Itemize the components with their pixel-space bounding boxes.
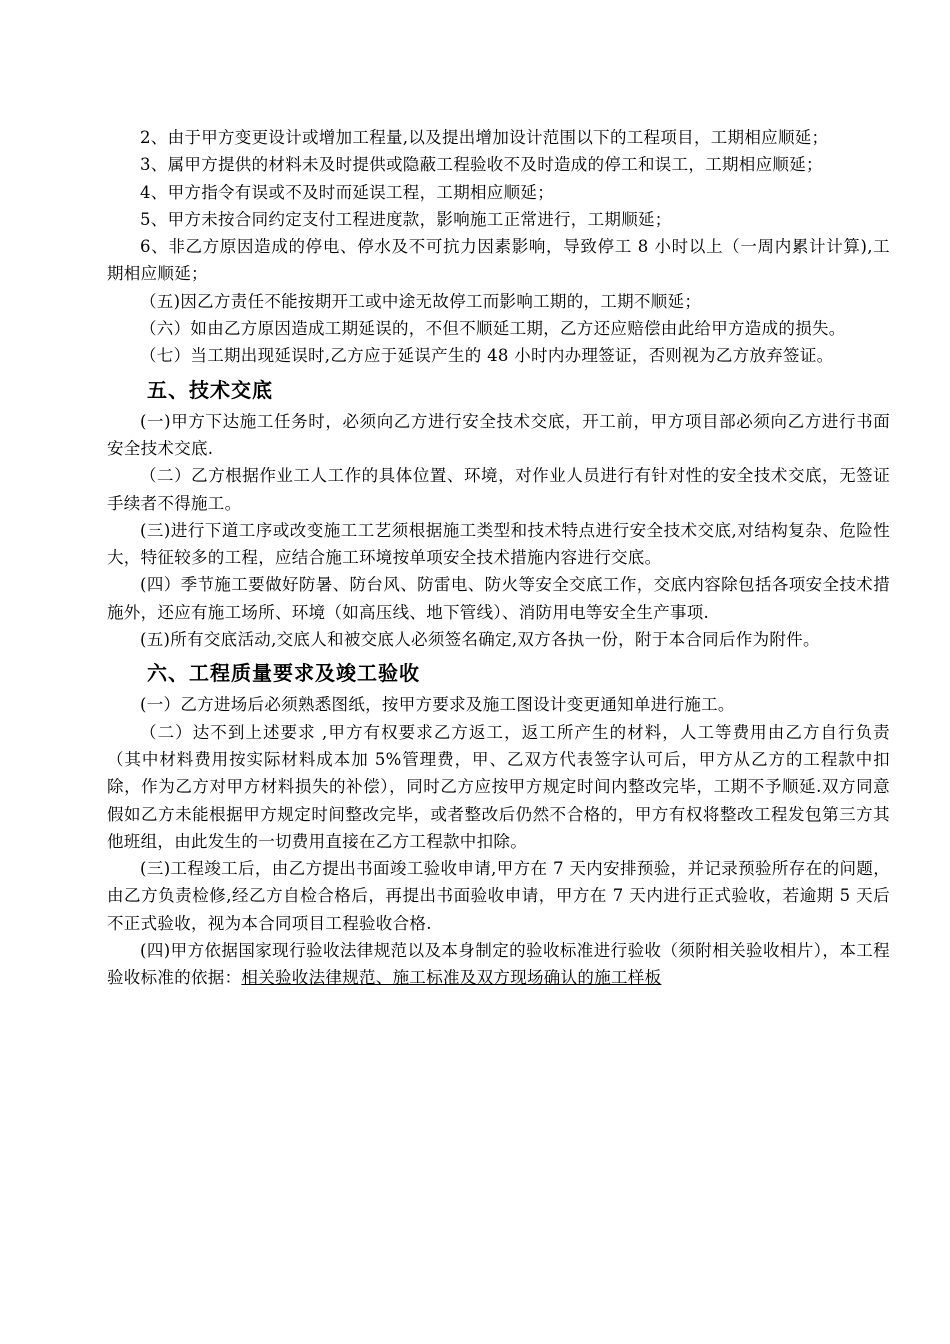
section5-paragraph-1: (一)甲方下达施工任务时，必须向乙方进行安全技术交底，开工前，甲方项目部必须向乙方进行书面安全技术交底. [107, 411, 890, 458]
paragraph-item-5: （五)因乙方责任不能按期开工或中途无故停工而影响工期的，工期不顺延； [140, 291, 702, 311]
paragraph-clause-6: 6、非乙方原因造成的停电、停水及不可抗力因素影响，导致停工 8 小时以上（一周内累计计算),工期相应顺延； [107, 237, 890, 284]
paragraph-clause-5: 5、甲方未按合同约定支付工程进度款，影响施工正常进行，工期顺延； [140, 209, 672, 229]
section5-paragraph-5: (五)所有交底活动,交底人和被交底人必须签名确定,双方各执一份，附于本合同后作为附件。 [140, 630, 820, 650]
section5-paragraph-2: （二）乙方根据作业工人工作的具体位置、环境，对作业人员进行有针对性的安全技术交底，无签证手续者不得施工。 [107, 466, 890, 513]
section6-paragraph-1: (一）乙方进场后必须熟悉图纸，按甲方要求及施工图设计变更通知单进行施工。 [140, 695, 735, 715]
section-heading-quality-acceptance: 六、工程质量要求及竣工验收 [147, 661, 420, 686]
section5-paragraph-3: (三)进行下道工序或改变施工工艺须根据施工类型和技术特点进行安全技术交底,对结构复杂、危险性大，特征较多的工程，应结合施工环境按单项安全技术措施内容进行交底。 [107, 520, 890, 568]
paragraph-item-6: （六）如由乙方原因造成工期延误的，不但不顺延工期，乙方还应赔偿由此给甲方造成的损失。 [140, 319, 846, 339]
acceptance-basis-underlined: 相关验收法律规范、施工标准及双方现场确认的施工样板 [241, 968, 662, 988]
document-page [107, 124, 890, 992]
section6-paragraph-4 [107, 937, 890, 992]
section-heading-technical-briefing: 五、技术交底 [147, 377, 273, 402]
section6-paragraph-4-text: (四)甲方依据国家现行验收法律规范以及本身制定的验收标准进行验收（须附相关验收相片），本工程验收标准的依据： [107, 941, 890, 988]
paragraph-clause-3: 3、属甲方提供的材料未及时提供或隐蔽工程验收不及时造成的停工和误工，工期相应顺延； [140, 155, 823, 175]
paragraph-item-7: （七）当工期出现延误时,乙方应于延误产生的 48 小时内办理签证，否则视为乙方放弃签证。 [140, 346, 834, 366]
section6-paragraph-2: （二）达不到上述要求 ,甲方有权要求乙方返工，返工所产生的材料，人工等费用由乙方自行负责（其中材料费用按实际材料成本加 5%管理费，甲、乙双方代表签字认可后，甲方从乙方的工程款中扣除，作为乙方对甲方材料损失的补偿），同时乙方应按甲方规定时间内整改完毕，工期不予顺延.双方同意假如乙方未能根据甲方规定时间整改完毕，或者整改后仍然不合格的，甲方有权将整改工程发包第三方其他班组，由此发生的一切费用直接在乙方工程款中扣除。 [107, 722, 890, 851]
paragraph-clause-4: 4、甲方指令有误或不及时而延误工程，工期相应顺延； [140, 182, 554, 202]
section5-paragraph-4: (四）季节施工要做好防暑、防台风、防雷电、防火等安全交底工作，交底内容除包括各项安全技术措施外，还应有施工场所、环境（如高压线、地下管线）、消防用电等安全生产事项. [107, 575, 890, 622]
section6-paragraph-3: (三)工程竣工后，由乙方提出书面竣工验收申请,甲方在 7 天内安排预验，并记录预验所存在的问题，由乙方负责检修,经乙方自检合格后，再提出书面验收申请，甲方在 7 天内进行正式验收，若逾期 5 天后不正式验收，视为本合同项目工程验收合格. [107, 859, 890, 933]
paragraph-clause-2: 2、由于甲方变更设计或增加工程量,以及提出增加设计范围以下的工程项目，工期相应顺延； [140, 128, 829, 147]
